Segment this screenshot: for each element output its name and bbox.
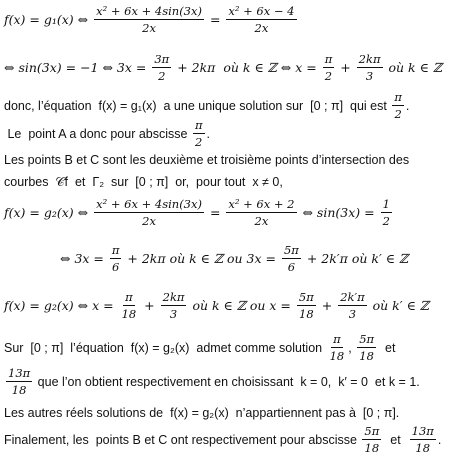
- fraction-denominator: 2: [394, 107, 402, 121]
- fraction: [297, 290, 316, 321]
- equation-text: f(x) = g₂(x) ⇔ x =: [4, 298, 118, 313]
- equation-text: où k ∈ ℤ ou x =: [188, 298, 295, 313]
- plus-sign: +: [336, 60, 355, 75]
- fraction-denominator: 18: [11, 383, 27, 397]
- conjunction-text: et: [378, 340, 396, 355]
- fraction-numerator: 2k′π: [340, 290, 365, 304]
- fraction-denominator: 2x: [254, 21, 269, 35]
- fraction-numerator: 2kπ: [358, 52, 381, 66]
- text-line-11: [4, 366, 452, 397]
- equals-sign: =: [205, 12, 225, 27]
- equation-text: + 2kπ où k ∈ ℤ ⇔ x =: [173, 60, 321, 75]
- fraction-numerator: π: [111, 243, 120, 257]
- fraction-numerator: 5π: [283, 243, 299, 257]
- fraction-numerator: 3π: [154, 52, 170, 66]
- fraction-numerator: 5π: [364, 424, 380, 438]
- fraction-numerator: π: [324, 52, 333, 66]
- fraction: [338, 290, 366, 321]
- fraction-numerator: π: [394, 90, 402, 104]
- comma: ,: [348, 340, 356, 355]
- fraction-denominator: 18: [364, 441, 380, 455]
- fraction-denominator: 2: [382, 214, 390, 228]
- equation-text: + 2k′π où k′ ∈ ℤ: [302, 251, 409, 266]
- paragraph-text: que l’on obtient respectivement en choisissant k = 0, k′ = 0 et k = 1.: [34, 374, 420, 389]
- plus-sign: +: [317, 298, 337, 313]
- fraction: [94, 197, 204, 228]
- period: .: [437, 432, 442, 447]
- fraction: [226, 197, 296, 228]
- plus-sign: +: [140, 298, 159, 313]
- fraction-denominator: 2x: [142, 214, 156, 228]
- equals-sign: =: [205, 205, 225, 220]
- fraction-numerator: x² + 6x − 4: [228, 4, 295, 18]
- paragraph-text: Les autres réels solutions de f(x) = g₂(x) n’appartiennent pas à [0 ; π].: [4, 406, 400, 420]
- fraction: [357, 332, 376, 363]
- fraction-numerator: π: [194, 118, 203, 132]
- fraction: [226, 4, 296, 35]
- fraction: [328, 332, 347, 363]
- fraction: [161, 290, 187, 321]
- fraction-numerator: x² + 6x + 4sin(3x): [96, 4, 202, 18]
- fraction-denominator: 2: [324, 69, 333, 83]
- paragraph-text: Finalement, les points B et C ont respectivement pour abscisse: [4, 432, 361, 447]
- period: .: [206, 126, 210, 141]
- text-line-6: [4, 175, 452, 190]
- fraction-denominator: 6: [287, 260, 296, 274]
- fraction-numerator: 5π: [298, 290, 314, 304]
- fraction: [110, 243, 122, 274]
- equation-line-1: [4, 4, 452, 35]
- fraction-numerator: 2kπ: [162, 290, 185, 304]
- text-line-10: [4, 332, 452, 363]
- fraction-numerator: π: [125, 290, 133, 304]
- paragraph-text: courbes 𝒞f et Γ₂ sur [0 ; π] or, pour tout x ≠ 0,: [4, 175, 283, 189]
- fraction-denominator: 18: [415, 441, 431, 455]
- paragraph-text: Les points B et C sont les deuxième et troisième points d’intersection des: [4, 153, 410, 167]
- fraction: [6, 366, 32, 397]
- fraction-numerator: 1: [382, 197, 390, 211]
- fraction-denominator: 18: [299, 307, 314, 321]
- equation-text: ⇔ sin(3x) = −1 ⇔ 3x =: [4, 60, 151, 75]
- equation-line-9: [4, 290, 452, 321]
- period: .: [405, 98, 410, 113]
- fraction: [323, 52, 335, 83]
- conjunction-text: et: [383, 432, 408, 447]
- equation-text: ⇔ sin(3x) =: [298, 205, 379, 220]
- fraction-numerator: 13π: [411, 424, 434, 438]
- fraction-numerator: 5π: [359, 332, 375, 346]
- fraction-denominator: 3: [169, 307, 178, 321]
- fraction-numerator: π: [333, 332, 341, 346]
- text-line-5: [4, 153, 452, 167]
- fraction: [410, 424, 436, 455]
- fraction-denominator: 18: [359, 349, 374, 363]
- fraction-denominator: 3: [365, 69, 374, 83]
- paragraph-text: Le point A a donc pour abscisse: [4, 126, 191, 141]
- fraction-denominator: 2: [158, 69, 166, 83]
- fraction-denominator: 2: [195, 135, 203, 149]
- paragraph-text: donc, l’équation f(x) = g₁(x) a une unique solution sur [0 ; π] qui est: [4, 98, 391, 113]
- equation-line-7: [4, 197, 452, 228]
- equation-text: ⇔ 3x =: [60, 251, 108, 266]
- fraction: [392, 90, 404, 121]
- equation-lhs: f(x) = g₂(x) ⇔: [4, 205, 93, 220]
- fraction-denominator: 18: [329, 349, 345, 363]
- fraction: [282, 243, 301, 274]
- fraction-denominator: 18: [121, 307, 137, 321]
- text-line-13: [4, 424, 452, 455]
- equation-lhs: f(x) = g₁(x) ⇔: [4, 12, 93, 27]
- text-line-12: [4, 406, 452, 420]
- fraction: [94, 4, 204, 35]
- paragraph-text: Sur [0 ; π] l’équation f(x) = g₂(x) admet comme solution: [4, 340, 326, 355]
- fraction: [362, 424, 381, 455]
- fraction-denominator: 2x: [142, 21, 156, 35]
- equation-line-2: [4, 52, 452, 83]
- fraction-numerator: x² + 6x + 4sin(3x): [96, 197, 202, 211]
- equation-text: où k′ ∈ ℤ: [368, 298, 429, 313]
- text-line-3: [4, 90, 452, 121]
- text-line-4: [4, 118, 452, 149]
- fraction-numerator: x² + 6x + 2: [228, 197, 295, 211]
- fraction: [152, 52, 171, 83]
- fraction-numerator: 13π: [8, 366, 31, 380]
- fraction: [120, 290, 139, 321]
- equation-text: où k ∈ ℤ: [384, 60, 442, 75]
- fraction: [357, 52, 383, 83]
- fraction: [193, 118, 205, 149]
- fraction: [381, 197, 392, 228]
- fraction-denominator: 6: [111, 260, 120, 274]
- fraction-denominator: 2x: [254, 214, 269, 228]
- fraction-denominator: 3: [348, 307, 357, 321]
- equation-line-8: [60, 243, 452, 274]
- equation-text: + 2kπ où k ∈ ℤ ou 3x =: [123, 251, 280, 266]
